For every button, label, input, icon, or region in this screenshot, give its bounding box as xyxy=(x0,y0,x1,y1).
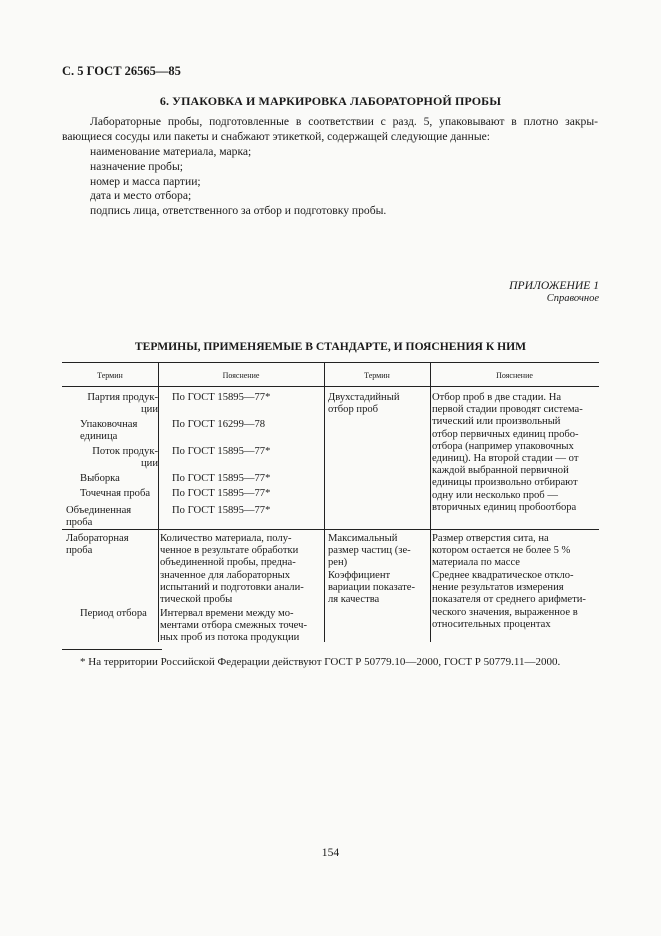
table-cell-term: Выборка xyxy=(80,473,120,484)
list-item: номер и масса партии; xyxy=(90,175,201,188)
table-header-rule xyxy=(62,386,599,387)
table-column-divider xyxy=(324,362,325,642)
table-row-rule xyxy=(62,529,158,530)
table-column-divider xyxy=(430,362,431,642)
table-cell-term: Двухстадийный отбор проб xyxy=(328,392,400,416)
table-cell-explanation: По ГОСТ 15895—77* xyxy=(172,505,271,516)
table-cell-term: Коэффициент вариации показате- ля качества xyxy=(328,570,416,606)
table-cell-explanation: Среднее квадратическое откло- нение результатов измерения показателя от среднего арифмети- ческого значения, выраженное в относительных процентах xyxy=(432,570,586,630)
appendix-type: Справочное xyxy=(546,293,599,304)
footnote: * На территории Российской Федерации действуют ГОСТ Р 50779.10—2000, ГОСТ Р 50779.11—2000. xyxy=(80,656,561,668)
table-cell-term: Объединенная проба xyxy=(66,505,132,529)
table-cell-term: Упаковочная единица xyxy=(80,419,138,443)
table-cell-explanation: По ГОСТ 15895—77* xyxy=(172,392,271,403)
list-item: наименование материала, марка; xyxy=(90,145,252,158)
table-cell-explanation: Интервал времени между мо- ментами отбора смежных точеч- ных проб из потока продукции xyxy=(160,608,307,644)
table-cell-explanation: По ГОСТ 15895—77* xyxy=(172,488,271,499)
list-item: подпись лица, ответственного за отбор и подготовку пробы. xyxy=(90,204,387,217)
table-cell-term: Точечная проба xyxy=(80,488,151,499)
section-title: 6. УПАКОВКА И МАРКИРОВКА ЛАБОРАТОРНОЙ ПРОБЫ xyxy=(159,94,502,108)
table-row-rule xyxy=(158,529,324,530)
paragraph-line-2: вающиеся сосуды или пакеты и снабжают этикеткой, содержащей следующие данные: xyxy=(62,130,490,143)
table-cell-term: Период отбора xyxy=(80,608,147,619)
table-cell-explanation: По ГОСТ 16299—78 xyxy=(172,419,266,430)
table-row-rule xyxy=(324,529,599,530)
table-cell-term: Максимальный размер частиц (зе- рен) xyxy=(328,533,411,569)
table-cell-explanation: По ГОСТ 15895—77* xyxy=(172,446,271,457)
table-title: ТЕРМИНЫ, ПРИМЕНЯЕМЫЕ В СТАНДАРТЕ, И ПОЯСНЕНИЯ К НИМ xyxy=(134,340,527,353)
page-number: 154 xyxy=(321,846,340,859)
list-item: назначение пробы; xyxy=(90,160,183,173)
table-cell-explanation: Отбор проб в две стадии. На первой стадии проводят система- тический или произвольный отбор первичных единиц пробо- отбора (например упаковочных единиц). На второй стадии — от каждой выбранной первичной единицы произвольно отбирают одну или несколько проб — вторичных единиц пробоотбора xyxy=(432,392,583,513)
appendix-label: ПРИЛОЖЕНИЕ 1 xyxy=(509,279,599,292)
table-top-rule xyxy=(62,362,599,363)
table-cell-explanation: Размер отверстия сита, на котором остается не более 5 % материала по массе xyxy=(432,533,571,569)
table-header-explanation: Пояснение xyxy=(496,371,533,380)
paragraph-line-1: Лабораторные пробы, подготовленные в соответствии с разд. 5, упаковывают в плотно закры- xyxy=(90,115,598,128)
table-cell-explanation: По ГОСТ 15895—77* xyxy=(172,473,271,484)
table-header-term: Термин xyxy=(97,371,123,380)
table-header-explanation: Пояснение xyxy=(222,371,260,380)
list-item: дата и место отбора; xyxy=(90,189,192,202)
table-column-divider xyxy=(158,362,159,642)
table-header-term: Термин xyxy=(364,371,390,380)
document-header: С. 5 ГОСТ 26565—85 xyxy=(62,64,181,78)
table-cell-term: Партия продук- ции xyxy=(87,392,158,416)
table-cell-explanation: Количество материала, полу- ченное в результате обработки объединенной пробы, предна- значенное для лабораторных испытаний и подготовки анали- тической пробы xyxy=(160,533,304,606)
footnote-rule xyxy=(62,649,162,650)
table-cell-term: Поток продук- ции xyxy=(92,446,158,470)
table-cell-term: Лабораторная проба xyxy=(66,533,129,557)
